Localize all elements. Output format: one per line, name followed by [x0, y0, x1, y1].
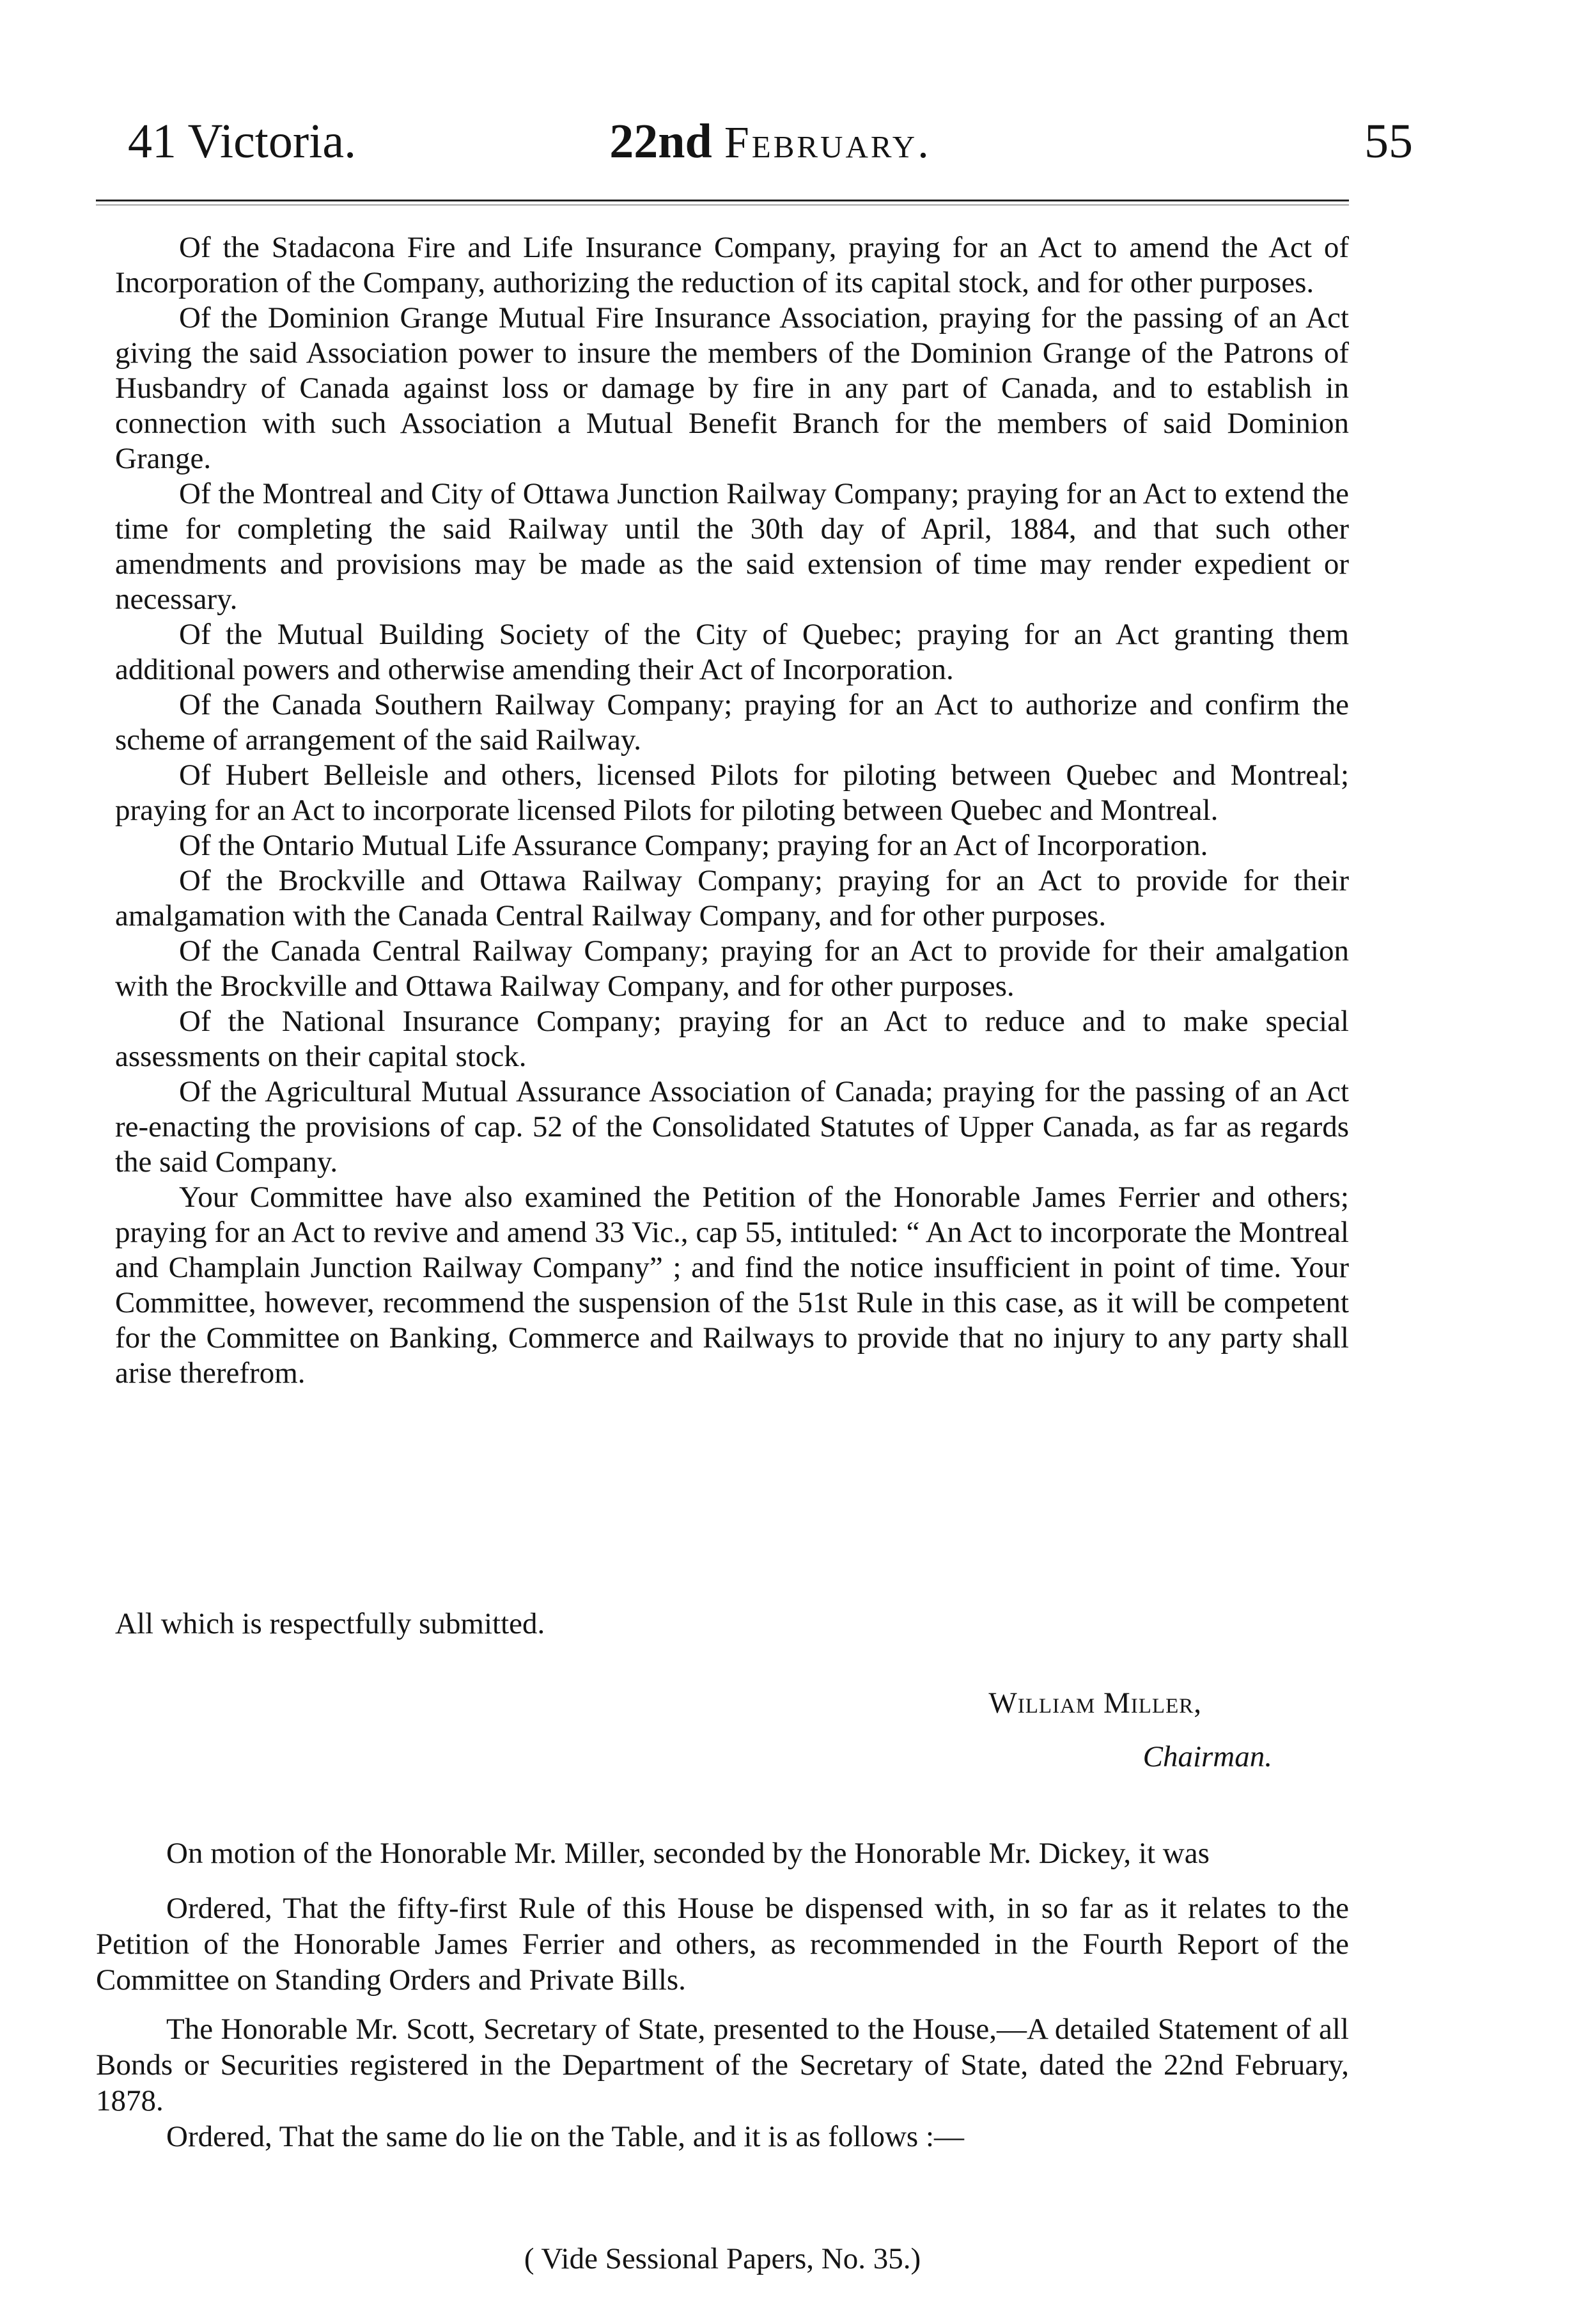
motion-section	[96, 1835, 1349, 2017]
petition-paragraph: Of the Brockville and Ottawa Railway Company; praying for an Act to provide for their amalgamation with the Canada Central Railway Company, and for other purposes.	[115, 864, 1349, 932]
committee-paragraph: Your Committee have also examined the Petition of the Honorable James Ferrier and others; praying for an Act to revive and amend 33 Vic., cap 55, intituled: “ An Act to incorporate the Montreal and Champlain Junction Railway Company” ; and find the notice insufficient in point of time. Your Committee, however, recommend the suspension of the 51st Rule in this case, as it will be competent for the Committee on Banking, Commerce and Railways to provide that no injury to any party shall arise therefrom.	[115, 1181, 1349, 1390]
petition-paragraph: Of the Ontario Mutual Life Assurance Company; praying for an Act of Incorporation.	[179, 829, 1208, 862]
petition-paragraph: Of the National Insurance Company; praying for an Act to reduce and to make special assessments on their capital stock.	[115, 1005, 1349, 1073]
sessional-papers-reference: ( Vide Sessional Papers, No. 35.)	[524, 2242, 921, 2275]
date-day: 22nd	[609, 114, 712, 168]
motion-ordered: Ordered, That the fifty-first Rule of this House be dispensed with, in so far as it relates to the Petition of the Honorable James Ferrier and others, as recommended in the Fourth Report of the Committee on Standing Orders and Private Bills.	[96, 1892, 1349, 1997]
date-heading	[128, 114, 1413, 169]
report-closing	[115, 1604, 1349, 1777]
petition-paragraph: Of the Canada Central Railway Company; praying for an Act to provide for their amalgation with the Brockville and Ottawa Railway Company, and for other purposes.	[115, 934, 1349, 1003]
petition-paragraph: Of the Dominion Grange Mutual Fire Insurance Association, praying for the passing of an Act giving the said Association power to insure the members of the Dominion Grange of the Patrons of Husbandry of Canada against loss or damage by fire in any part of Canada, and to establish in connection with such Association a Mutual Benefit Branch for the members of said Dominion Grange.	[115, 301, 1349, 475]
statement-section	[96, 2011, 1349, 2155]
petition-paragraph: Of the Stadacona Fire and Life Insurance Company, praying for an Act to amend the Act of Incorporation of the Company, authorizing the reduction of its capital stock, and for other purposes.	[115, 231, 1349, 299]
page-header	[128, 114, 1413, 184]
petition-list	[115, 230, 1349, 1391]
petition-paragraph: Of Hubert Belleisle and others, licensed Pilots for piloting between Quebec and Montreal; praying for an Act to incorporate licensed Pilots for piloting between Quebec and Montreal.	[115, 758, 1349, 827]
signatory-role: Chairman.	[1142, 1740, 1272, 1773]
session-label: 41 Victoria.	[128, 114, 357, 168]
petition-paragraph: Of the Montreal and City of Ottawa Junction Railway Company; praying for an Act to extend the time for completing the said Railway until the 30th day of April, 1884, and that such other amendments and provisions may be made as the said extension of time may render expedient or necessary.	[115, 477, 1349, 616]
motion-intro: On motion of the Honorable Mr. Miller, seconded by the Honorable Mr. Dickey, it was	[166, 1837, 1210, 1870]
submitted-line: All which is respectfully submitted.	[115, 1607, 545, 1640]
signatory-name: William Miller,	[988, 1686, 1202, 1720]
page-number: 55	[1364, 114, 1413, 168]
petition-paragraph: Of the Agricultural Mutual Assurance Association of Canada; praying for the passing of an Act re-enacting the provisions of cap. 52 of the Consolidated Statutes of Upper Canada, as far as regards the said Company.	[115, 1075, 1349, 1179]
date-month: February.	[724, 118, 931, 168]
header-rule	[96, 200, 1349, 201]
petition-paragraph: Of the Canada Southern Railway Company; praying for an Act to authorize and confirm the scheme of arrangement of the said Railway.	[115, 688, 1349, 757]
statement-ordered: Ordered, That the same do lie on the Table, and it is as follows :—	[166, 2120, 965, 2153]
statement-text: The Honorable Mr. Scott, Secretary of State, presented to the House,—A detailed Statement of all Bonds or Securities registered in the Department of the Secretary of State, dated the 22nd February, 1878.	[96, 2013, 1349, 2117]
petition-paragraph: Of the Mutual Building Society of the City of Quebec; praying for an Act granting them additional powers and otherwise amending their Act of Incorporation.	[115, 618, 1349, 686]
